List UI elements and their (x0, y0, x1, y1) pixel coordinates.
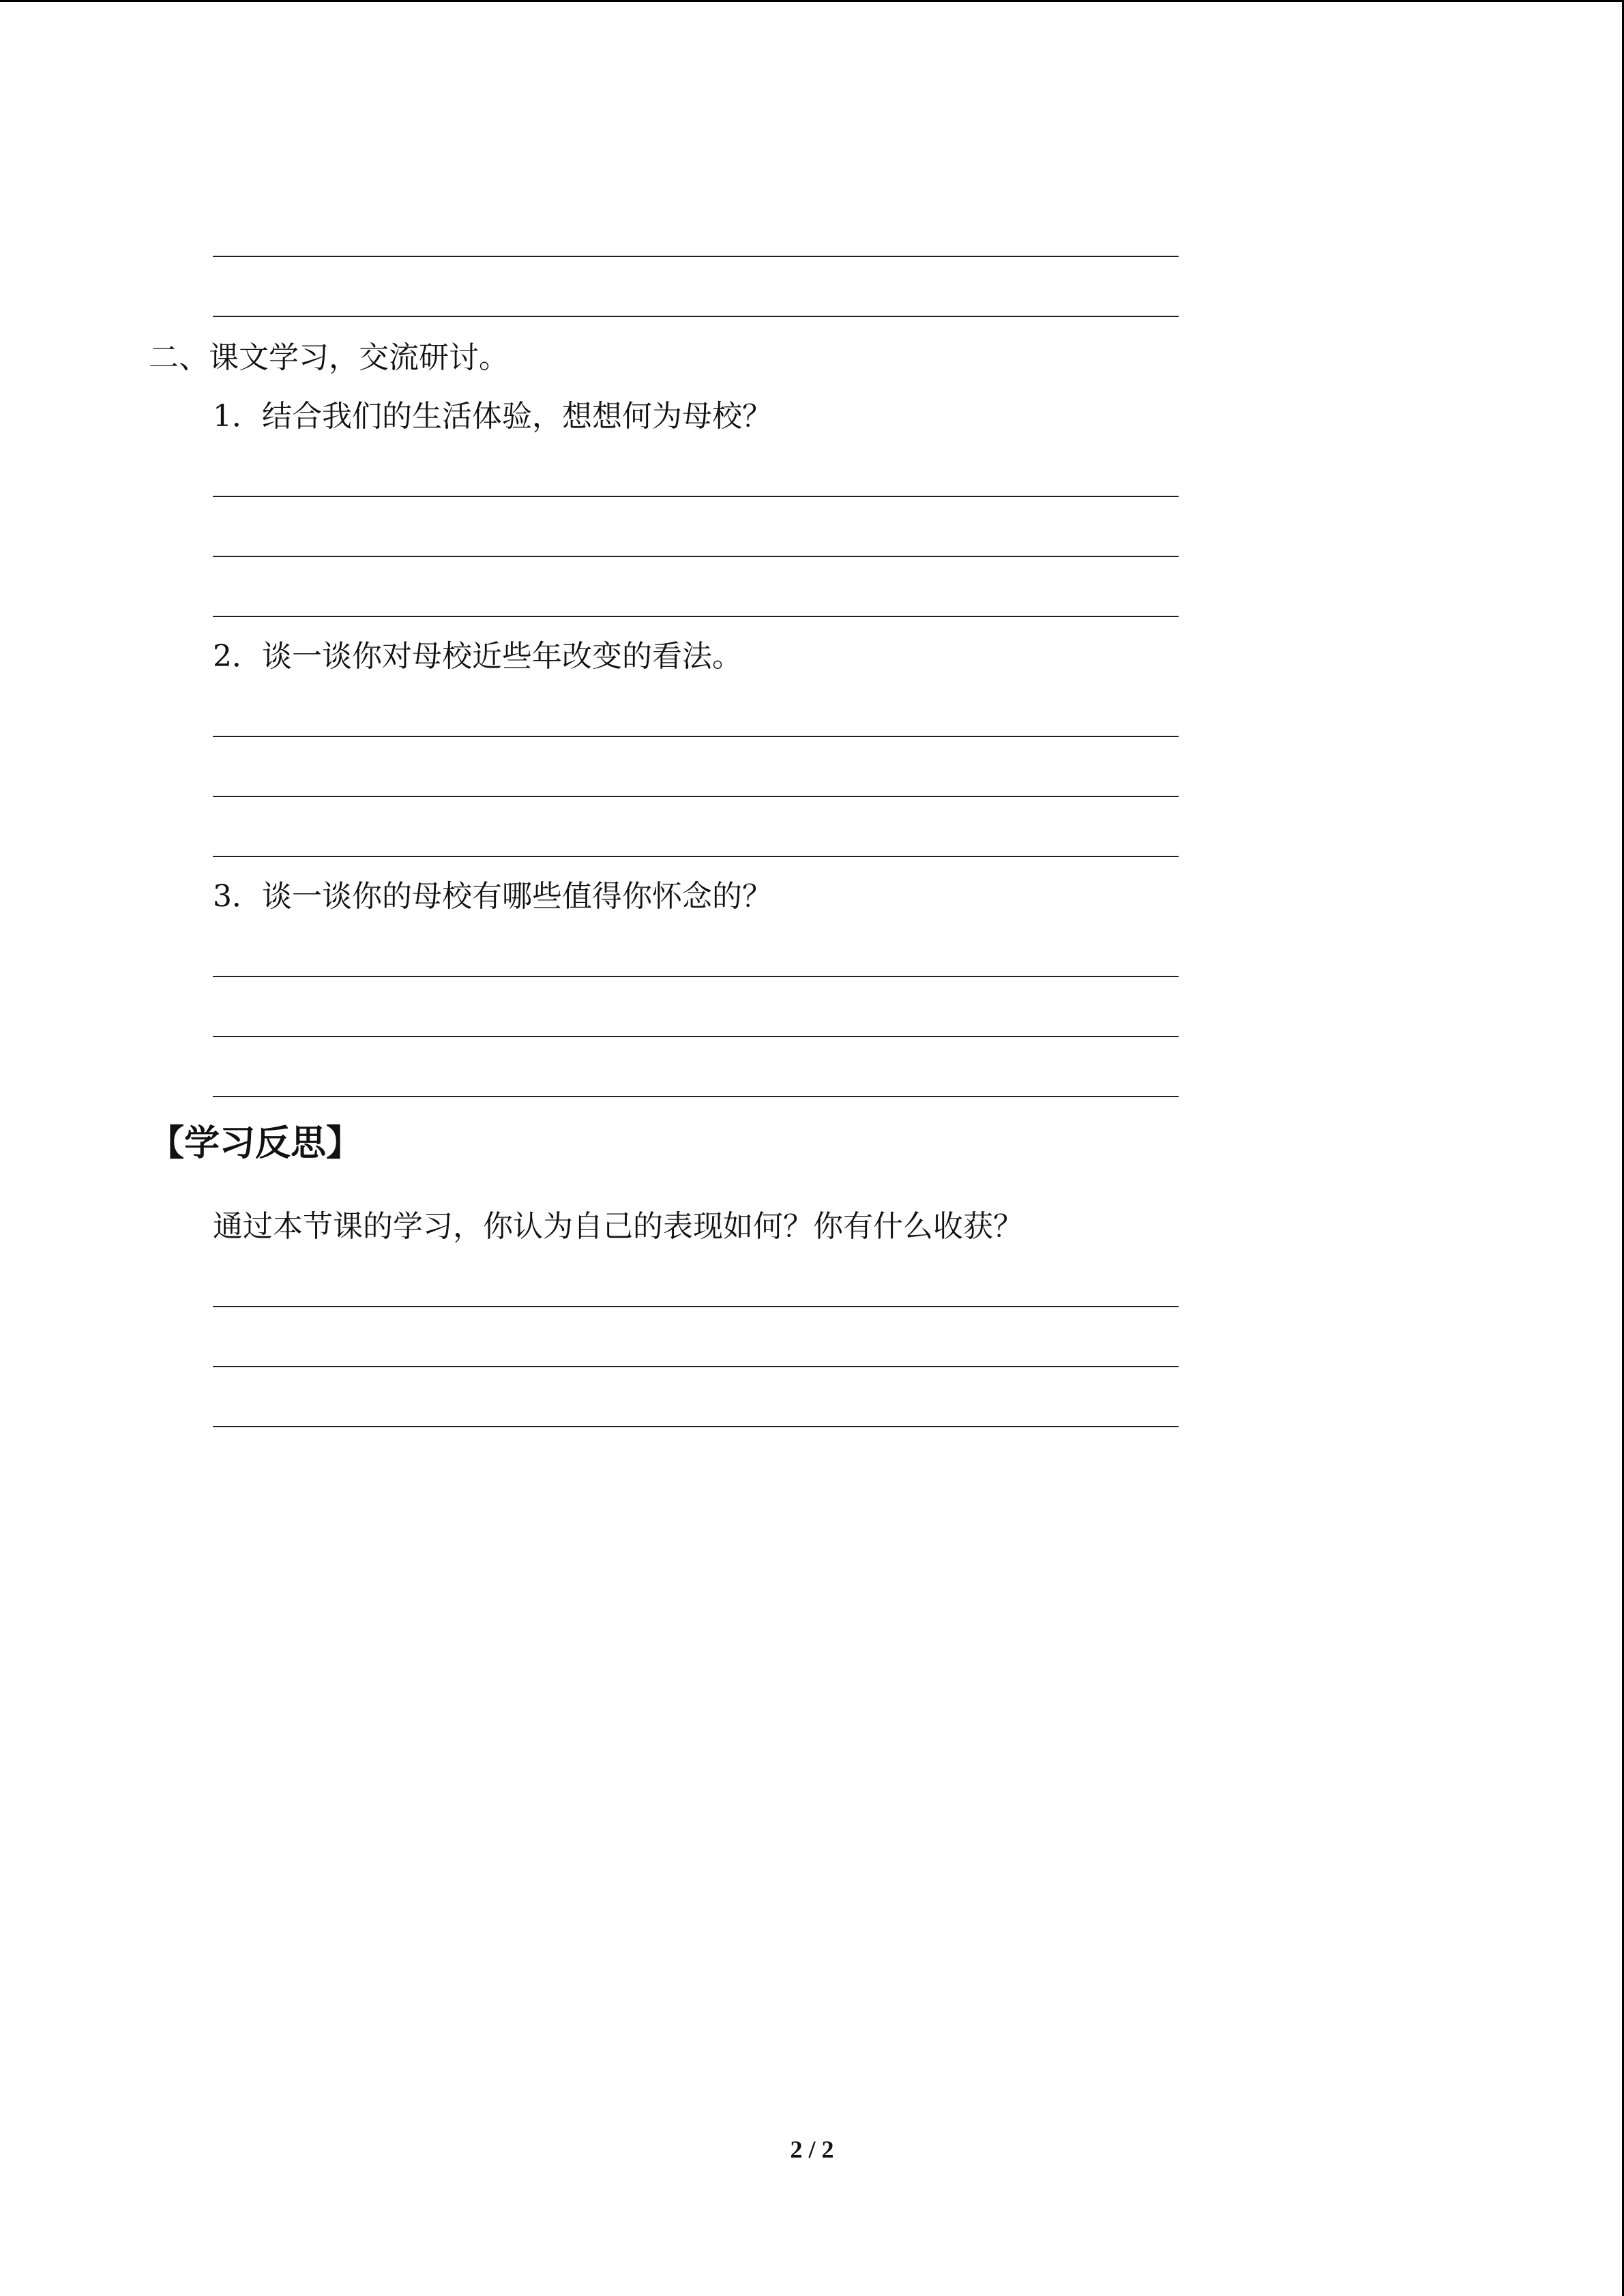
answer-line (213, 796, 1179, 797)
answer-line (213, 736, 1179, 737)
section-title: 二、课文学习，交流研讨。 (149, 340, 509, 375)
answer-line (213, 1426, 1179, 1427)
answer-line (213, 316, 1179, 317)
reflection-prompt: 通过本节课的学习，你认为自己的表现如何？你有什么收获？ (213, 1209, 1023, 1244)
answer-line (213, 1036, 1179, 1037)
page-number: 2 / 2 (790, 2136, 834, 2163)
answer-line (213, 616, 1179, 617)
answer-line (213, 1096, 1179, 1097)
answer-line (213, 1366, 1179, 1367)
answer-line (213, 1306, 1179, 1307)
question-1: 1．结合我们的生活体验，想想何为母校？ (213, 399, 772, 434)
answer-line (213, 556, 1179, 557)
question-3: 3．谈一谈你的母校有哪些值得你怀念的？ (213, 879, 772, 914)
answer-line (213, 256, 1179, 257)
reflection-heading: 【学习反思】 (149, 1123, 362, 1164)
question-2: 2．谈一谈你对母校近些年改变的看法。 (213, 639, 742, 674)
answer-line (213, 856, 1179, 857)
answer-line (213, 496, 1179, 497)
answer-line (213, 976, 1179, 977)
